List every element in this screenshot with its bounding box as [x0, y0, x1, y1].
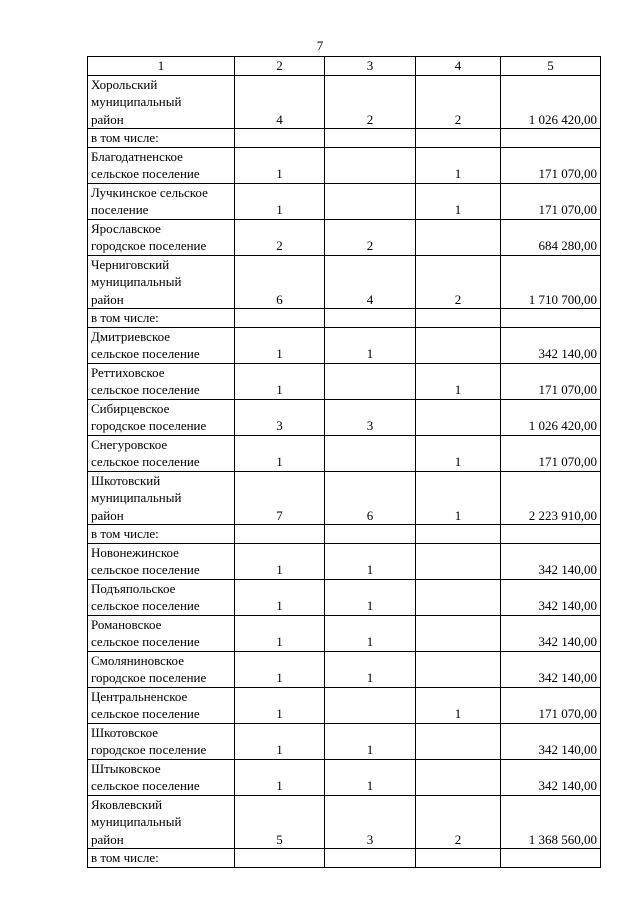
- count-total-cell: 1: [235, 147, 325, 183]
- count-col3-cell: 1: [325, 543, 416, 579]
- table-row: [88, 147, 601, 183]
- count-col4-cell: 2: [416, 255, 501, 309]
- territory-name-cell: [88, 525, 235, 544]
- territory-name-cell: [88, 255, 235, 309]
- territory-name-line: муниципальный: [91, 814, 182, 829]
- table-row: [88, 651, 601, 687]
- table-row: [88, 795, 601, 849]
- amount-cell: 1 026 420,00: [501, 399, 601, 435]
- table-row: [88, 723, 601, 759]
- territory-name-line: городское поселение: [91, 670, 207, 685]
- territory-name-line: Штыковское: [91, 760, 161, 776]
- count-col4-cell: [416, 615, 501, 651]
- count-total-cell: 1: [235, 327, 325, 363]
- count-col3-cell: 3: [325, 795, 416, 849]
- territory-name-line: Черниговский: [91, 256, 170, 272]
- amount-cell: 342 140,00: [501, 759, 601, 795]
- territory-name-line: муниципальный: [91, 490, 182, 505]
- territory-name-line: сельское поселение: [91, 166, 200, 181]
- table-row: [88, 759, 601, 795]
- amount-cell: 1 710 700,00: [501, 255, 601, 309]
- amount-cell: [501, 849, 601, 868]
- count-total-cell: [235, 129, 325, 148]
- territory-name-line: сельское поселение: [91, 562, 200, 577]
- territory-name-line: Дмитриевское: [91, 328, 171, 344]
- count-col4-cell: 2: [416, 75, 501, 129]
- territory-name-line: Хорольский: [91, 76, 158, 92]
- territory-name-cell: [88, 435, 235, 471]
- territory-name-cell: [88, 759, 235, 795]
- count-total-cell: 1: [235, 579, 325, 615]
- territory-name-line: Ярославское: [91, 220, 161, 236]
- amount-cell: 1 026 420,00: [501, 75, 601, 129]
- territory-name-line: Подъяпольское: [91, 580, 176, 596]
- count-total-cell: 1: [235, 723, 325, 759]
- table-row: [88, 129, 601, 148]
- count-col4-cell: [416, 309, 501, 328]
- table-row: [88, 183, 601, 219]
- territory-name-cell: [88, 75, 235, 129]
- territory-name-cell: [88, 795, 235, 849]
- count-total-cell: 3: [235, 399, 325, 435]
- territory-name-cell: [88, 363, 235, 399]
- territory-name-cell: [88, 615, 235, 651]
- territory-name-line: сельское поселение: [91, 598, 200, 613]
- territory-name-line: муниципальный: [91, 274, 182, 289]
- count-col4-cell: 1: [416, 147, 501, 183]
- table-row: [88, 363, 601, 399]
- count-total-cell: [235, 309, 325, 328]
- count-col3-cell: 1: [325, 579, 416, 615]
- territory-name-cell: [88, 651, 235, 687]
- count-col3-cell: 1: [325, 723, 416, 759]
- amount-cell: 171 070,00: [501, 147, 601, 183]
- count-total-cell: 1: [235, 615, 325, 651]
- amount-cell: 342 140,00: [501, 651, 601, 687]
- count-col3-cell: 1: [325, 327, 416, 363]
- count-col4-cell: [416, 525, 501, 544]
- count-total-cell: 7: [235, 471, 325, 525]
- territory-name-line: городское поселение: [91, 742, 207, 757]
- amount-cell: 342 140,00: [501, 723, 601, 759]
- amount-cell: [501, 129, 601, 148]
- table-row: [88, 75, 601, 129]
- territory-name-line: сельское поселение: [91, 346, 200, 361]
- count-col3-cell: [325, 525, 416, 544]
- table-row: [88, 525, 601, 544]
- territory-name-cell: [88, 723, 235, 759]
- table-row: [88, 399, 601, 435]
- count-col3-cell: [325, 129, 416, 148]
- table-row: [88, 579, 601, 615]
- count-total-cell: 4: [235, 75, 325, 129]
- amount-cell: [501, 525, 601, 544]
- count-col4-cell: [416, 327, 501, 363]
- amount-cell: 342 140,00: [501, 543, 601, 579]
- territory-name-cell: [88, 183, 235, 219]
- column-header: 3: [325, 57, 416, 76]
- column-header: 2: [235, 57, 325, 76]
- amount-cell: 2 223 910,00: [501, 471, 601, 525]
- count-col3-cell: 6: [325, 471, 416, 525]
- count-col4-cell: 1: [416, 363, 501, 399]
- page-number: 7: [316, 38, 324, 53]
- table-header-row: [88, 57, 601, 76]
- count-col4-cell: [416, 759, 501, 795]
- table-row: [88, 435, 601, 471]
- territory-name-line: Благодатненское: [91, 148, 183, 164]
- allocation-table: [87, 56, 601, 868]
- count-total-cell: 1: [235, 651, 325, 687]
- territory-name-line: сельское поселение: [91, 778, 200, 793]
- territory-name-line: Шкотовское: [91, 724, 159, 740]
- amount-cell: 342 140,00: [501, 579, 601, 615]
- count-total-cell: [235, 525, 325, 544]
- territory-name-cell: [88, 219, 235, 255]
- count-col4-cell: 1: [416, 471, 501, 525]
- territory-name-line: Лучкинское сельское: [91, 184, 208, 200]
- amount-cell: 171 070,00: [501, 363, 601, 399]
- count-total-cell: 1: [235, 759, 325, 795]
- count-col4-cell: [416, 543, 501, 579]
- territory-name-line: в том числе:: [91, 310, 159, 325]
- count-total-cell: 1: [235, 687, 325, 723]
- territory-name-line: сельское поселение: [91, 382, 200, 397]
- territory-name-line: Центральненское: [91, 688, 188, 704]
- column-header: 5: [501, 57, 601, 76]
- territory-name-cell: [88, 147, 235, 183]
- territory-name-line: Новонежинское: [91, 544, 179, 560]
- count-total-cell: 2: [235, 219, 325, 255]
- territory-name-line: в том числе:: [91, 130, 159, 145]
- count-col3-cell: 4: [325, 255, 416, 309]
- count-col3-cell: 2: [325, 219, 416, 255]
- territory-name-line: Реттиховское: [91, 364, 165, 380]
- territory-name-line: в том числе:: [91, 850, 159, 865]
- territory-name-line: городское поселение: [91, 238, 207, 253]
- count-col4-cell: [416, 219, 501, 255]
- territory-name-cell: [88, 849, 235, 868]
- table-row: [88, 543, 601, 579]
- count-col4-cell: [416, 849, 501, 868]
- territory-name-cell: [88, 399, 235, 435]
- territory-name-line: район: [91, 831, 124, 847]
- territory-name-cell: [88, 471, 235, 525]
- territory-name-line: район: [91, 507, 124, 523]
- count-col4-cell: [416, 651, 501, 687]
- column-header: 4: [416, 57, 501, 76]
- table-row: [88, 255, 601, 309]
- territory-name-line: сельское поселение: [91, 454, 200, 469]
- amount-cell: 171 070,00: [501, 183, 601, 219]
- table-row: [88, 219, 601, 255]
- amount-cell: [501, 309, 601, 328]
- count-col3-cell: 1: [325, 759, 416, 795]
- count-total-cell: 6: [235, 255, 325, 309]
- count-col4-cell: [416, 579, 501, 615]
- territory-name-line: поселение: [91, 202, 149, 217]
- territory-name-line: Романовское: [91, 616, 162, 632]
- territory-name-line: Шкотовский: [91, 472, 161, 488]
- table-row: [88, 471, 601, 525]
- amount-cell: 684 280,00: [501, 219, 601, 255]
- count-total-cell: 1: [235, 183, 325, 219]
- amount-cell: 342 140,00: [501, 327, 601, 363]
- count-col4-cell: 1: [416, 687, 501, 723]
- count-total-cell: 5: [235, 795, 325, 849]
- count-col4-cell: [416, 723, 501, 759]
- table-row: [88, 309, 601, 328]
- territory-name-line: Сибирцевское: [91, 400, 170, 416]
- territory-name-line: район: [91, 111, 124, 127]
- count-col4-cell: 2: [416, 795, 501, 849]
- count-col4-cell: 1: [416, 183, 501, 219]
- count-col3-cell: [325, 363, 416, 399]
- territory-name-line: муниципальный: [91, 94, 182, 109]
- column-header: 1: [88, 57, 235, 76]
- count-col3-cell: [325, 183, 416, 219]
- amount-cell: 171 070,00: [501, 687, 601, 723]
- territory-name-line: сельское поселение: [91, 706, 200, 721]
- table-row: [88, 615, 601, 651]
- count-col3-cell: [325, 849, 416, 868]
- territory-name-cell: [88, 543, 235, 579]
- territory-name-line: сельское поселение: [91, 634, 200, 649]
- count-total-cell: 1: [235, 543, 325, 579]
- count-col3-cell: 2: [325, 75, 416, 129]
- territory-name-line: городское поселение: [91, 418, 207, 433]
- count-col3-cell: 1: [325, 615, 416, 651]
- territory-name-line: Смоляниновское: [91, 652, 184, 668]
- count-col4-cell: [416, 399, 501, 435]
- territory-name-line: район: [91, 291, 124, 307]
- count-col3-cell: [325, 309, 416, 328]
- table-row: [88, 687, 601, 723]
- count-total-cell: 1: [235, 363, 325, 399]
- count-col3-cell: [325, 147, 416, 183]
- count-col3-cell: [325, 687, 416, 723]
- territory-name-line: Яковлевский: [91, 796, 163, 812]
- count-col3-cell: 3: [325, 399, 416, 435]
- amount-cell: 171 070,00: [501, 435, 601, 471]
- count-total-cell: 1: [235, 435, 325, 471]
- territory-name-line: в том числе:: [91, 526, 159, 541]
- amount-cell: 1 368 560,00: [501, 795, 601, 849]
- territory-name-cell: [88, 327, 235, 363]
- count-col3-cell: [325, 435, 416, 471]
- territory-name-cell: [88, 687, 235, 723]
- count-total-cell: [235, 849, 325, 868]
- territory-name-cell: [88, 579, 235, 615]
- territory-name-cell: [88, 129, 235, 148]
- amount-cell: 342 140,00: [501, 615, 601, 651]
- table-row: [88, 327, 601, 363]
- count-col4-cell: [416, 129, 501, 148]
- count-col4-cell: 1: [416, 435, 501, 471]
- count-col3-cell: 1: [325, 651, 416, 687]
- territory-name-line: Снегуровское: [91, 436, 168, 452]
- territory-name-cell: [88, 309, 235, 328]
- table-row: [88, 849, 601, 868]
